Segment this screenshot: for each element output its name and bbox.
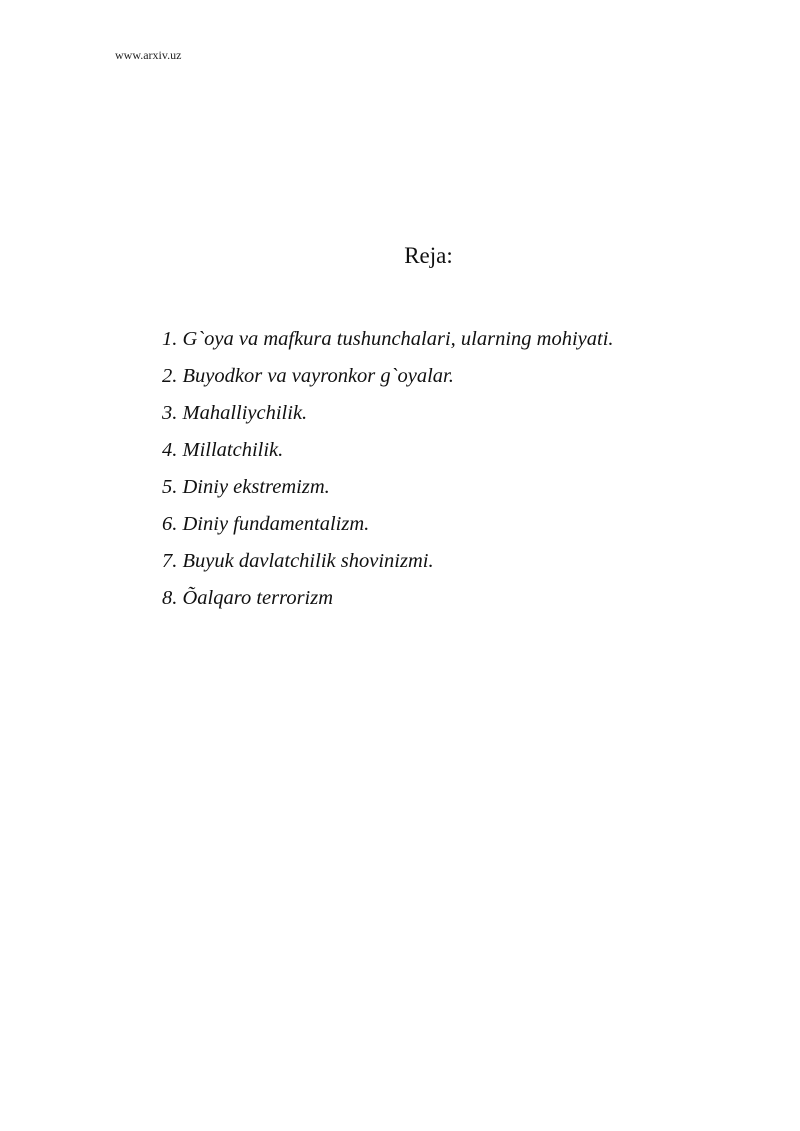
plan-item-8: 8. Õalqaro terrorizm: [162, 587, 334, 609]
plan-item-2: 2. Buyodkor va vayronkor g`oyalar.: [162, 365, 454, 387]
plan-item-4: 4. Millatchilik.: [162, 439, 284, 461]
plan-item-1: 1. G`oya va mafkura tushunchalari, ularning mohiyati.: [162, 328, 614, 350]
plan-list: [162, 321, 614, 617]
header-url: www.arxiv.uz: [115, 48, 182, 62]
plan-item-6: 6. Diniy fundamentalizm.: [162, 513, 370, 535]
plan-item-7: 7. Buyuk davlatchilik shovinizmi.: [162, 550, 434, 572]
plan-item-3: 3. Mahalliychilik.: [162, 402, 308, 424]
page-title: Reja:: [404, 243, 453, 268]
plan-item-5: 5. Diniy ekstremizm.: [162, 476, 330, 498]
